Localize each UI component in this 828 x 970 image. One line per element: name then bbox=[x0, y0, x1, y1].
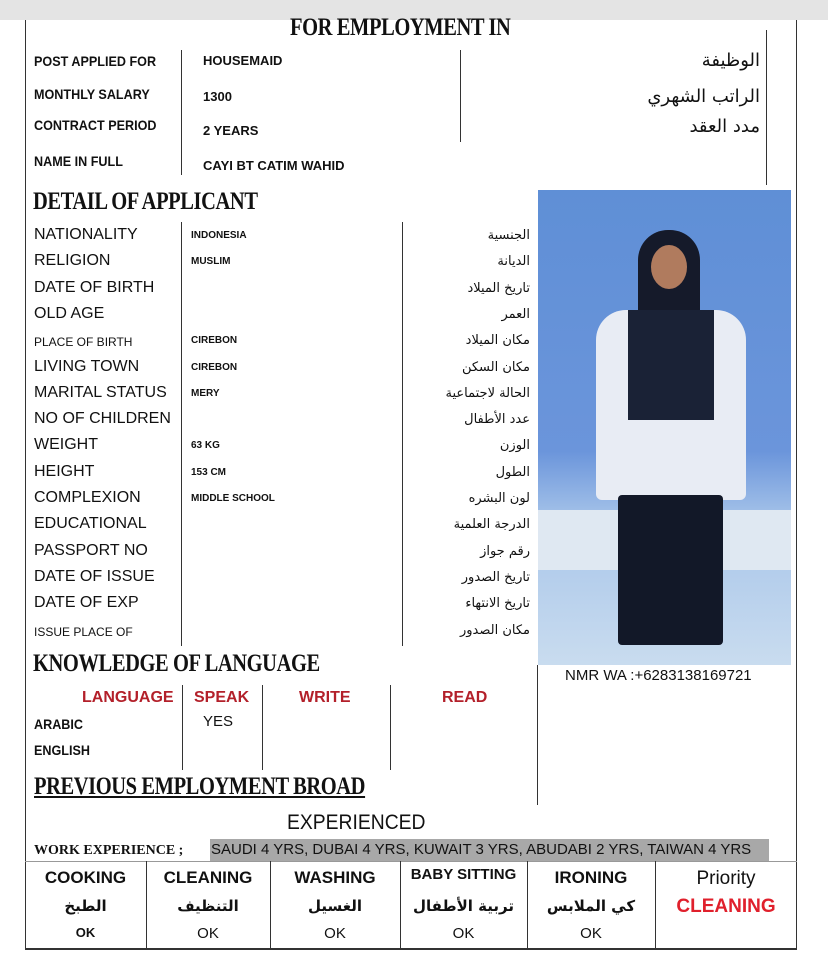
arabic-speak: YES bbox=[203, 713, 234, 730]
detail-arabic: الطول bbox=[495, 464, 530, 480]
border-right bbox=[796, 20, 797, 948]
detail-arabic: الجنسية bbox=[487, 228, 530, 243]
post-arabic: الوظيفة bbox=[701, 50, 760, 71]
previous-employment-title: PREVIOUS EMPLOYMENT BROAD bbox=[34, 773, 366, 800]
skill-arabic: كي الملابس bbox=[546, 897, 636, 915]
skill-arabic: تربية الأطفال bbox=[413, 897, 514, 915]
detail-label: OLD AGE bbox=[34, 304, 105, 322]
detail-label: RELIGION bbox=[34, 252, 111, 270]
detail-arabic: مكان الميلاد bbox=[465, 333, 530, 349]
detail-arabic: الديانة bbox=[497, 254, 530, 270]
post-value: HOUSEMAID bbox=[203, 53, 283, 68]
detail-label: HEIGHT bbox=[34, 462, 95, 480]
detail-value: 63 KG bbox=[191, 440, 220, 452]
language-title: KNOWLEDGE OF LANGUAGE bbox=[33, 650, 320, 677]
skill-arabic: الغسيل bbox=[307, 897, 363, 915]
detail-arabic: عدد الأطفال bbox=[464, 412, 530, 428]
skill-name: CLEANING bbox=[163, 868, 253, 887]
detail-arabic: لون البشره bbox=[468, 491, 530, 506]
skill-name: BABY SITTING bbox=[410, 866, 517, 883]
detail-arabic: الحالة لاجتماعية bbox=[445, 385, 530, 401]
contract-label: CONTRACT PERIOD bbox=[34, 117, 157, 133]
detail-label: PLACE OF BIRTH bbox=[34, 335, 133, 350]
work-experience-value: SAUDI 4 YRS, DUBAI 4 YRS, KUWAIT 3 YRS, ABUDABI 2 YRS, TAIWAN 4 YRS bbox=[210, 839, 769, 861]
language-arabic: ARABIC bbox=[34, 716, 84, 732]
skill-status: OK bbox=[75, 925, 96, 940]
contract-arabic: مدد العقد bbox=[689, 116, 760, 137]
contract-value: 2 YEARS bbox=[203, 123, 259, 138]
salary-label: MONTHLY SALARY bbox=[34, 86, 150, 102]
detail-arabic: مكان السكن bbox=[461, 359, 530, 375]
divider bbox=[460, 50, 461, 142]
divider bbox=[655, 861, 656, 949]
detail-value: CIREBON bbox=[191, 361, 238, 373]
detail-arabic: العمر bbox=[501, 306, 530, 322]
detail-value: MUSLIM bbox=[191, 256, 231, 268]
divider bbox=[25, 861, 797, 862]
detail-value: INDONESIA bbox=[191, 230, 247, 241]
detail-arabic: تاريخ الانتهاء bbox=[465, 596, 530, 612]
work-experience-label: WORK EXPERIENCE ; bbox=[34, 843, 184, 858]
salary-value: 1300 bbox=[203, 89, 232, 104]
divider bbox=[182, 685, 183, 770]
write-header: WRITE bbox=[299, 689, 351, 706]
detail-arabic: رقم جواز bbox=[480, 543, 530, 559]
language-header: LANGUAGE bbox=[82, 689, 174, 706]
detail-label: WEIGHT bbox=[34, 436, 98, 454]
read-header: READ bbox=[442, 689, 488, 706]
skill-status: OK bbox=[197, 925, 219, 942]
contact-number: NMR WA :+6283138169721 bbox=[565, 667, 752, 684]
name-value: CAYI BT CATIM WAHID bbox=[203, 158, 345, 173]
detail-arabic: مكان الصدور bbox=[459, 622, 530, 638]
divider bbox=[390, 685, 391, 770]
salary-arabic: الراتب الشهري bbox=[647, 86, 760, 107]
skill-name: COOKING bbox=[44, 868, 127, 887]
border-bottom bbox=[25, 948, 797, 950]
detail-label: DATE OF ISSUE bbox=[34, 567, 155, 585]
language-english: ENGLISH bbox=[34, 742, 91, 758]
divider bbox=[262, 685, 263, 770]
divider bbox=[402, 222, 403, 646]
detail-label: NATIONALITY bbox=[34, 226, 138, 243]
skill-status: OK bbox=[452, 925, 475, 942]
applicant-photo bbox=[538, 190, 791, 665]
skill-arabic: الطبخ bbox=[64, 897, 107, 915]
detail-label: DATE OF BIRTH bbox=[34, 278, 155, 296]
detail-label: PASSPORT NO bbox=[34, 541, 148, 559]
name-label: NAME IN FULL bbox=[34, 153, 123, 169]
detail-value: MERY bbox=[191, 387, 220, 399]
post-label: POST APPLIED FOR bbox=[34, 53, 157, 69]
detail-arabic: تاريخ الميلاد bbox=[467, 280, 530, 296]
speak-header: SPEAK bbox=[194, 689, 250, 706]
detail-arabic: تاريخ الصدور bbox=[461, 569, 530, 585]
priority-value: CLEANING bbox=[676, 896, 776, 917]
detail-label: LIVING TOWN bbox=[34, 357, 140, 375]
border-left bbox=[25, 20, 26, 948]
skill-name: IRONING bbox=[554, 868, 628, 887]
detail-value: MIDDLE SCHOOL bbox=[191, 493, 275, 504]
skill-arabic: التنظيف bbox=[177, 897, 239, 915]
detail-label: NO OF CHILDREN bbox=[34, 410, 171, 428]
skill-name: WASHING bbox=[294, 868, 376, 887]
divider bbox=[181, 222, 182, 646]
detail-arabic: الدرجة العلمية bbox=[453, 517, 530, 533]
detail-title: DETAIL OF APPLICANT bbox=[33, 188, 258, 215]
priority-label: Priority bbox=[696, 868, 756, 889]
detail-label: ISSUE PLACE OF bbox=[34, 624, 133, 639]
skill-status: OK bbox=[580, 925, 602, 942]
detail-arabic: الوزن bbox=[499, 438, 530, 454]
detail-label: EDUCATIONAL bbox=[34, 515, 147, 533]
experienced-label: EXPERIENCED bbox=[287, 811, 426, 834]
detail-value: CIREBON bbox=[191, 335, 238, 347]
skill-status: OK bbox=[324, 925, 346, 942]
detail-value: 153 CM bbox=[191, 466, 227, 478]
divider bbox=[181, 50, 182, 175]
detail-label: DATE OF EXP bbox=[34, 594, 139, 612]
divider bbox=[766, 30, 767, 185]
detail-label: MARITAL STATUS bbox=[34, 383, 167, 401]
form-title: FOR EMPLOYMENT IN bbox=[290, 14, 511, 41]
divider bbox=[537, 665, 538, 805]
detail-label: COMPLEXION bbox=[34, 489, 141, 506]
